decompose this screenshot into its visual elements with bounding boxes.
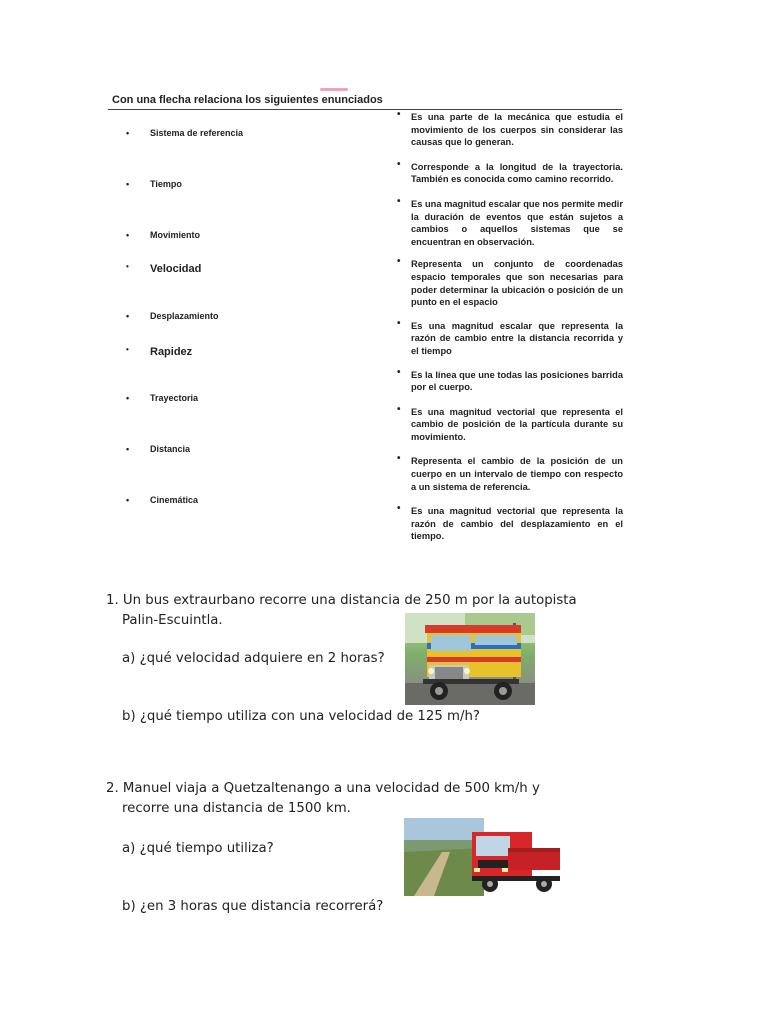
definition-item: • Representa un conjunto de coordenadas espacio temporales que son necesarias para poder determinar la ubicación o posición de un punto en el espacio (397, 256, 623, 308)
problem-1-part-a: a) ¿qué velocidad adquiere en 2 horas? (122, 651, 385, 666)
bullet-icon: • (126, 230, 130, 240)
term-item: • Desplazamiento (126, 311, 219, 321)
definitions-column (397, 111, 623, 543)
term-item: • Rapidez (126, 345, 193, 358)
bullet-icon: • (397, 256, 401, 268)
bullet-icon: • (397, 317, 401, 329)
bullet-icon: • (126, 179, 130, 189)
bullet-icon: • (126, 262, 129, 271)
term-item: • Sistema de referencia (126, 128, 244, 138)
bullet-icon: • (397, 403, 401, 415)
problem-2-statement: 2. Manuel viaja a Quetzaltenango a una velocidad de 500 km/h y (106, 781, 540, 796)
term-item: • Movimiento (126, 230, 201, 240)
bullet-icon: • (126, 345, 129, 354)
definition-item: • Es una magnitud escalar que nos permite medir la duración de eventos que están sujetos a cambios o aquellos sistemas que se encuentran en observación. (397, 195, 623, 247)
definition-item: • Representa el cambio de la posición de un cuerpo en un intervalo de tiempo con respecto a un sistema de referencia. (397, 453, 623, 492)
title-divider (108, 109, 622, 110)
problem-2-part-a: a) ¿qué tiempo utiliza? (122, 841, 274, 856)
term-item: • Cinemática (126, 495, 199, 505)
truck-photo (404, 818, 560, 896)
bullet-icon: • (126, 311, 130, 321)
problem-1-statement-cont: Palin-Escuintla. (122, 613, 223, 628)
term-item: • Velocidad (126, 262, 202, 275)
problem-2-statement-cont: recorre una distancia de 1500 km. (122, 801, 351, 816)
problem-1-part-b: b) ¿qué tiempo utiliza con una velocidad de 125 m/h? (122, 709, 480, 724)
bullet-icon: • (397, 366, 401, 378)
bullet-icon: • (397, 503, 401, 515)
bullet-icon: • (397, 109, 401, 120)
bullet-icon: • (397, 158, 401, 170)
bullet-icon: • (126, 393, 130, 403)
bullet-icon: • (397, 453, 401, 465)
pink-scribble-mark (320, 88, 348, 91)
matching-worksheet (108, 84, 664, 564)
definition-item: • Es una parte de la mecánica que estudia el movimiento de los cuerpos sin considerar las causas que lo generan. (397, 109, 623, 148)
definition-item: • Corresponde a la longitud de la trayectoria. También es conocida como camino recorrido. (397, 158, 623, 185)
definition-item: • Es la línea que une todas las posiciones barrida por el cuerpo. (397, 366, 623, 393)
bus-photo (405, 613, 535, 705)
term-item: • Trayectoria (126, 393, 199, 403)
bullet-icon: • (126, 128, 130, 138)
bullet-icon: • (397, 195, 401, 207)
worksheet-title: Con una flecha relaciona los siguientes enunciados (112, 94, 383, 106)
term-item: • Distancia (126, 444, 191, 454)
bullet-icon: • (126, 444, 130, 454)
definition-item: • Es una magnitud vectorial que representa la razón de cambio del desplazamiento en el tiempo. (397, 503, 623, 542)
bullet-icon: • (126, 495, 130, 505)
problem-1-statement: 1. Un bus extraurbano recorre una distancia de 250 m por la autopista (106, 593, 577, 608)
problem-2-part-b: b) ¿en 3 horas que distancia recorrerá? (122, 899, 384, 914)
definition-item: • Es una magnitud vectorial que representa el cambio de posición de la partícula durante su movimiento. (397, 403, 623, 442)
term-item: • Tiempo (126, 179, 182, 189)
definition-item: • Es una magnitud escalar que representa la razón de cambio entre la distancia recorrida y el tiempo (397, 317, 623, 356)
